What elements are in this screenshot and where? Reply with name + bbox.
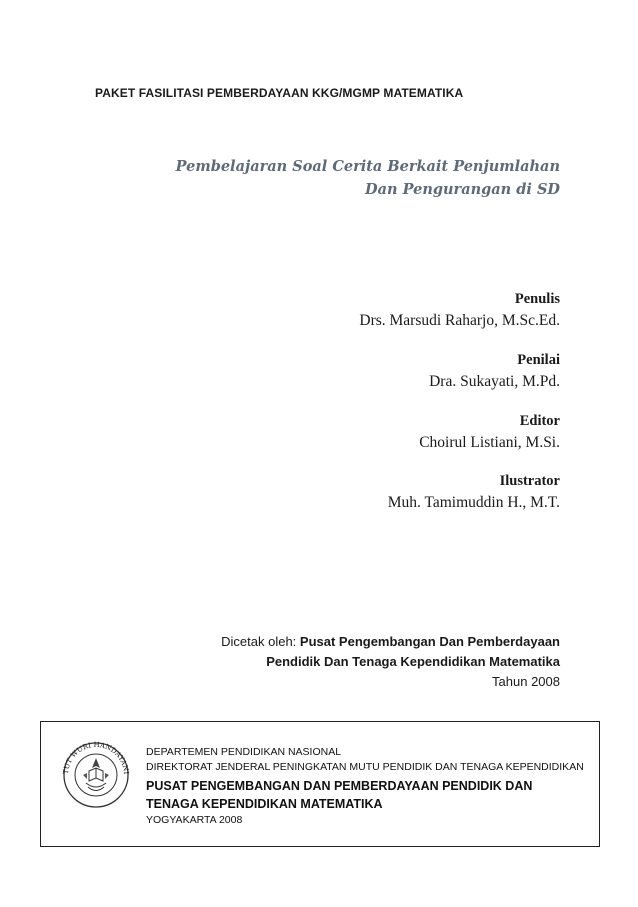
credit-name: Drs. Marsudi Raharjo, M.Sc.Ed. bbox=[359, 312, 560, 329]
publisher-name-1: Pusat Pengembangan Dan Pemberdayaan bbox=[299, 634, 560, 649]
credit-name: Muh. Tamimuddin H., M.T. bbox=[387, 494, 560, 511]
publisher-line-1 bbox=[221, 632, 560, 652]
credit-illustrator bbox=[388, 470, 560, 514]
package-header: PAKET FASILITASI PEMBERDAYAAN KKG/MGMP MATEMATIKA bbox=[95, 86, 464, 100]
credit-writer bbox=[359, 288, 560, 332]
publisher-block bbox=[221, 632, 560, 692]
document-title bbox=[176, 155, 560, 201]
credit-name: Dra. Sukayati, M.Pd. bbox=[429, 373, 560, 390]
institution-line-2: DIREKTORAT JENDERAL PENINGKATAN MUTU PENDIDIK DAN TENAGA KEPENDIDIKAN bbox=[146, 761, 584, 773]
logo-emblem-icon bbox=[58, 735, 134, 811]
institution-line-4: TENAGA KEPENDIDIKAN MATEMATIKA bbox=[146, 797, 383, 811]
credit-role: Ilustrator bbox=[499, 473, 560, 489]
credit-editor bbox=[419, 410, 560, 454]
institution-line-1: DEPARTEMEN PENDIDIKAN NASIONAL bbox=[146, 746, 342, 758]
credit-role: Editor bbox=[519, 413, 560, 429]
credit-name: Choirul Listiani, M.Si. bbox=[419, 434, 560, 451]
credit-reviewer bbox=[429, 349, 560, 393]
tut-wuri-handayani-logo bbox=[58, 735, 134, 811]
institution-line-3: PUSAT PENGEMBANGAN DAN PEMBERDAYAAN PENDIDIK DAN bbox=[146, 779, 533, 793]
publisher-year: Tahun 2008 bbox=[492, 674, 560, 689]
institution-line-5: YOGYAKARTA 2008 bbox=[146, 814, 243, 826]
title-line-1: Pembelajaran Soal Cerita Berkait Penjumlahan bbox=[175, 158, 560, 175]
logo-lettering: TUT WURI HANDAYANI bbox=[61, 740, 131, 775]
credit-role: Penilai bbox=[517, 352, 560, 368]
credit-role: Penulis bbox=[514, 291, 560, 307]
publisher-line-2: Pendidik Dan Tenaga Kependidikan Matematika bbox=[266, 654, 560, 669]
publisher-prefix: Dicetak oleh: bbox=[221, 634, 300, 649]
title-line-2: Dan Pengurangan di SD bbox=[365, 181, 560, 198]
